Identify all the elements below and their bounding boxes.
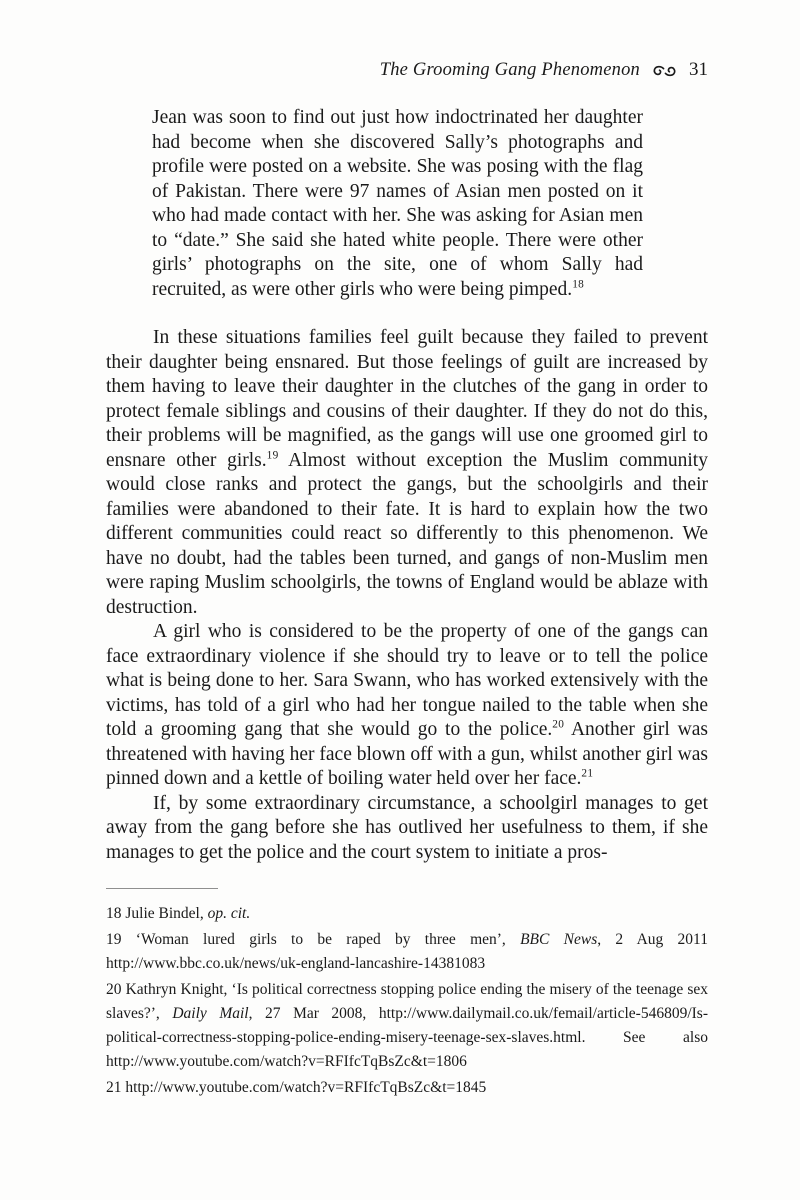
paragraph-violence: A girl who is considered to be the property of one of the gangs can face extraordinary violence if she should try to leave or to tell the police what is being done to her. Sara Swann, who has worked extensively with the victims, has told of a girl who had her tongue nailed to the table when she told a grooming gang that she would go to the police.$^{20}$ Another girl was threatened with having her face blown off with a gun, whilst another girl was pinned down and a kettle of boiling water held over her face.$^{21}$ bbox=[106, 621, 708, 789]
footnote-separator bbox=[106, 888, 218, 889]
chapter-title: The Grooming Gang Phenomenon bbox=[379, 60, 640, 80]
paragraph-guilt: In these situations families feel guilt because they failed to prevent their daughter being ensnared. But those feelings of guilt are increased by them having to leave their daughter in the clutches of the gang in order to protect female siblings and cousins of their daughter. If they do not do this, their problems will be magnified, as the gangs will use one groomed girl to ensnare other girls.$^{19}$ Almost without exception the Muslim community would close ranks and protect the gangs, but the schoolgirls and their families were abandoned to their fate. It is hard to explain how the two different communities could react so differently to this phenomenon. We have no doubt, had the tables been turned, and gangs of non-Muslim men were raping Muslim schoolgirls, the towns of England would be ablaze with destruction. bbox=[106, 327, 708, 618]
footnote-20: 20 Kathryn Knight, ‘Is political correctness stopping police ending the misery of the teenage sex slaves?’, Daily Mail, 27 Mar 2008, http://www.dailymail.co.uk/femail/article-546809/Is-political-correctness-stopping-police-ending-misery-teenage-sex-slaves.html. See also http://www.youtube.com/watch?v=RFIfcTqBsZc&t=1806 bbox=[106, 981, 708, 1070]
footnote-21: 21 http://www.youtube.com/watch?v=RFIfcTqBsZc&t=1845 bbox=[106, 1079, 487, 1096]
paragraph-escape: If, by some extraordinary circumstance, a schoolgirl manages to get away from the gang before she has outlived her usefulness to them, if she manages to get the police and the court system to initiate a pros- bbox=[106, 792, 708, 863]
running-header bbox=[106, 58, 708, 82]
double-spiral-fleuron-icon bbox=[651, 64, 678, 78]
page-number: 31 bbox=[689, 59, 708, 80]
footnotes-section bbox=[106, 888, 708, 1100]
block-quote: Jean was soon to find out just how indoctrinated her daughter had become when she discovered Sally’s photographs and profile were posted on a website. She was posing with the flag of Pakistan. There were 97 names of Asian men posted on it who had made contact with her. She was asking for Asian men to “date.” She said she hated white people. There were other girls’ photographs on the site, one of whom Sally had recruited, as were other girls who were being pimped.$^{18}$ bbox=[152, 107, 643, 300]
footnote-19: 19 ‘Woman lured girls to be raped by three men’, BBC News, 2 Aug 2011 http://www.bbc.co.uk/news/uk-england-lancashire-14381083 bbox=[106, 931, 708, 972]
footnote-18: 18 Julie Bindel, op. cit. bbox=[106, 905, 251, 922]
